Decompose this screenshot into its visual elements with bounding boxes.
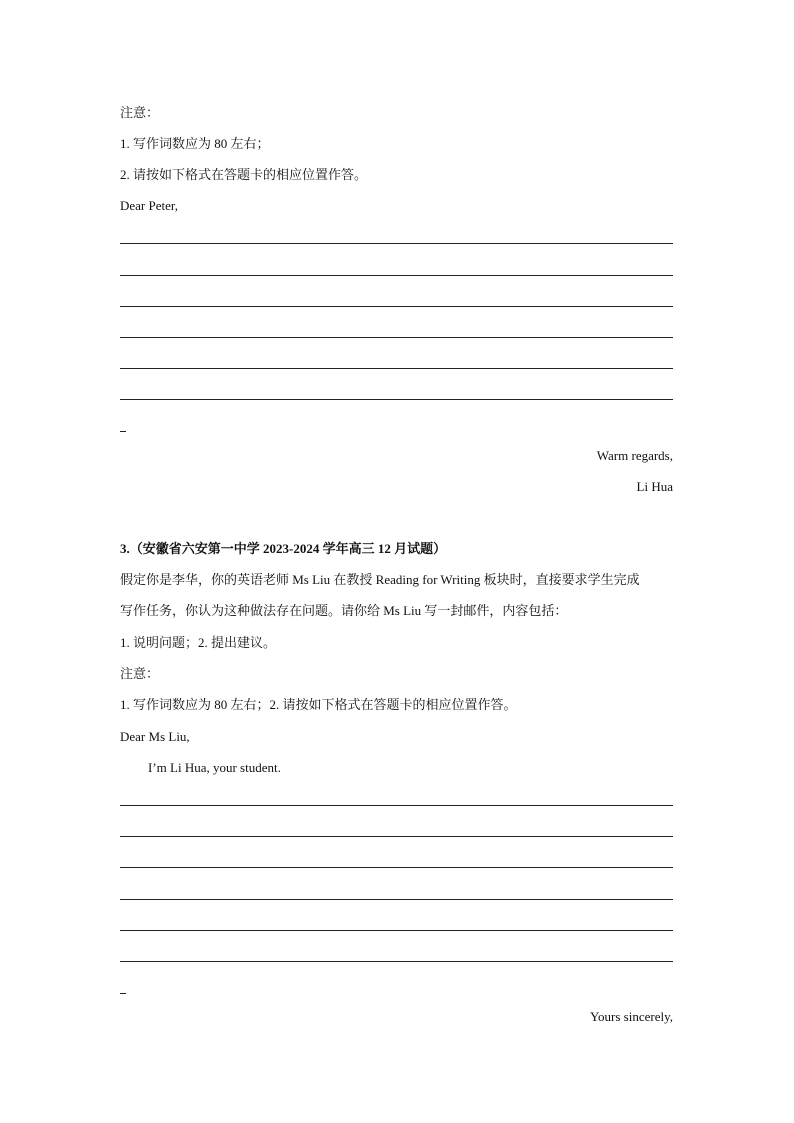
prompt-line: 写作任务，你认为这种做法存在问题。请你给 Ms Liu 写一封邮件，内容包括： (120, 603, 568, 618)
answer-line[interactable] (120, 306, 673, 307)
rule-answer-format: 2. 请按如下格式在答题卡的相应位置作答。 (120, 167, 368, 182)
notice-rules: 1. 写作词数应为 80 左右；2. 请按如下格式在答题卡的相应位置作答。 (120, 697, 517, 712)
answer-line[interactable] (120, 337, 673, 338)
answer-line[interactable] (120, 805, 673, 806)
notice-title: 注意： (120, 666, 160, 681)
answer-line[interactable] (120, 368, 673, 369)
answer-line[interactable] (120, 399, 673, 400)
answer-line[interactable] (120, 961, 673, 962)
answer-line[interactable] (120, 243, 673, 244)
answer-line[interactable] (120, 836, 673, 837)
answer-line[interactable] (120, 275, 673, 276)
letter-opening: I’m Li Hua, your student. (148, 760, 281, 775)
line-end-mark (120, 431, 126, 432)
letter-closing: Yours sincerely, (589, 1009, 673, 1024)
prompt-line: 假定你是李华，你的英语老师 Ms Liu 在教授 Reading for Writing 板块时，直接要求学生完成 (120, 572, 640, 587)
letter-greeting: Dear Ms Liu, (120, 729, 190, 744)
question-heading: 3.（安徽省六安第一中学 2023-2024 学年高三 12 月试题） (120, 541, 447, 556)
answer-line[interactable] (120, 899, 673, 900)
rule-word-count: 1. 写作词数应为 80 左右； (120, 136, 270, 151)
letter-closing: Warm regards, (596, 448, 673, 463)
letter-greeting: Dear Peter, (120, 198, 178, 213)
answer-line[interactable] (120, 930, 673, 931)
line-end-mark (120, 993, 126, 994)
answer-line[interactable] (120, 867, 673, 868)
content-points: 1. 说明问题；2. 提出建议。 (120, 635, 277, 650)
letter-signature: Li Hua (636, 479, 673, 494)
notice-title: 注意： (120, 105, 160, 120)
